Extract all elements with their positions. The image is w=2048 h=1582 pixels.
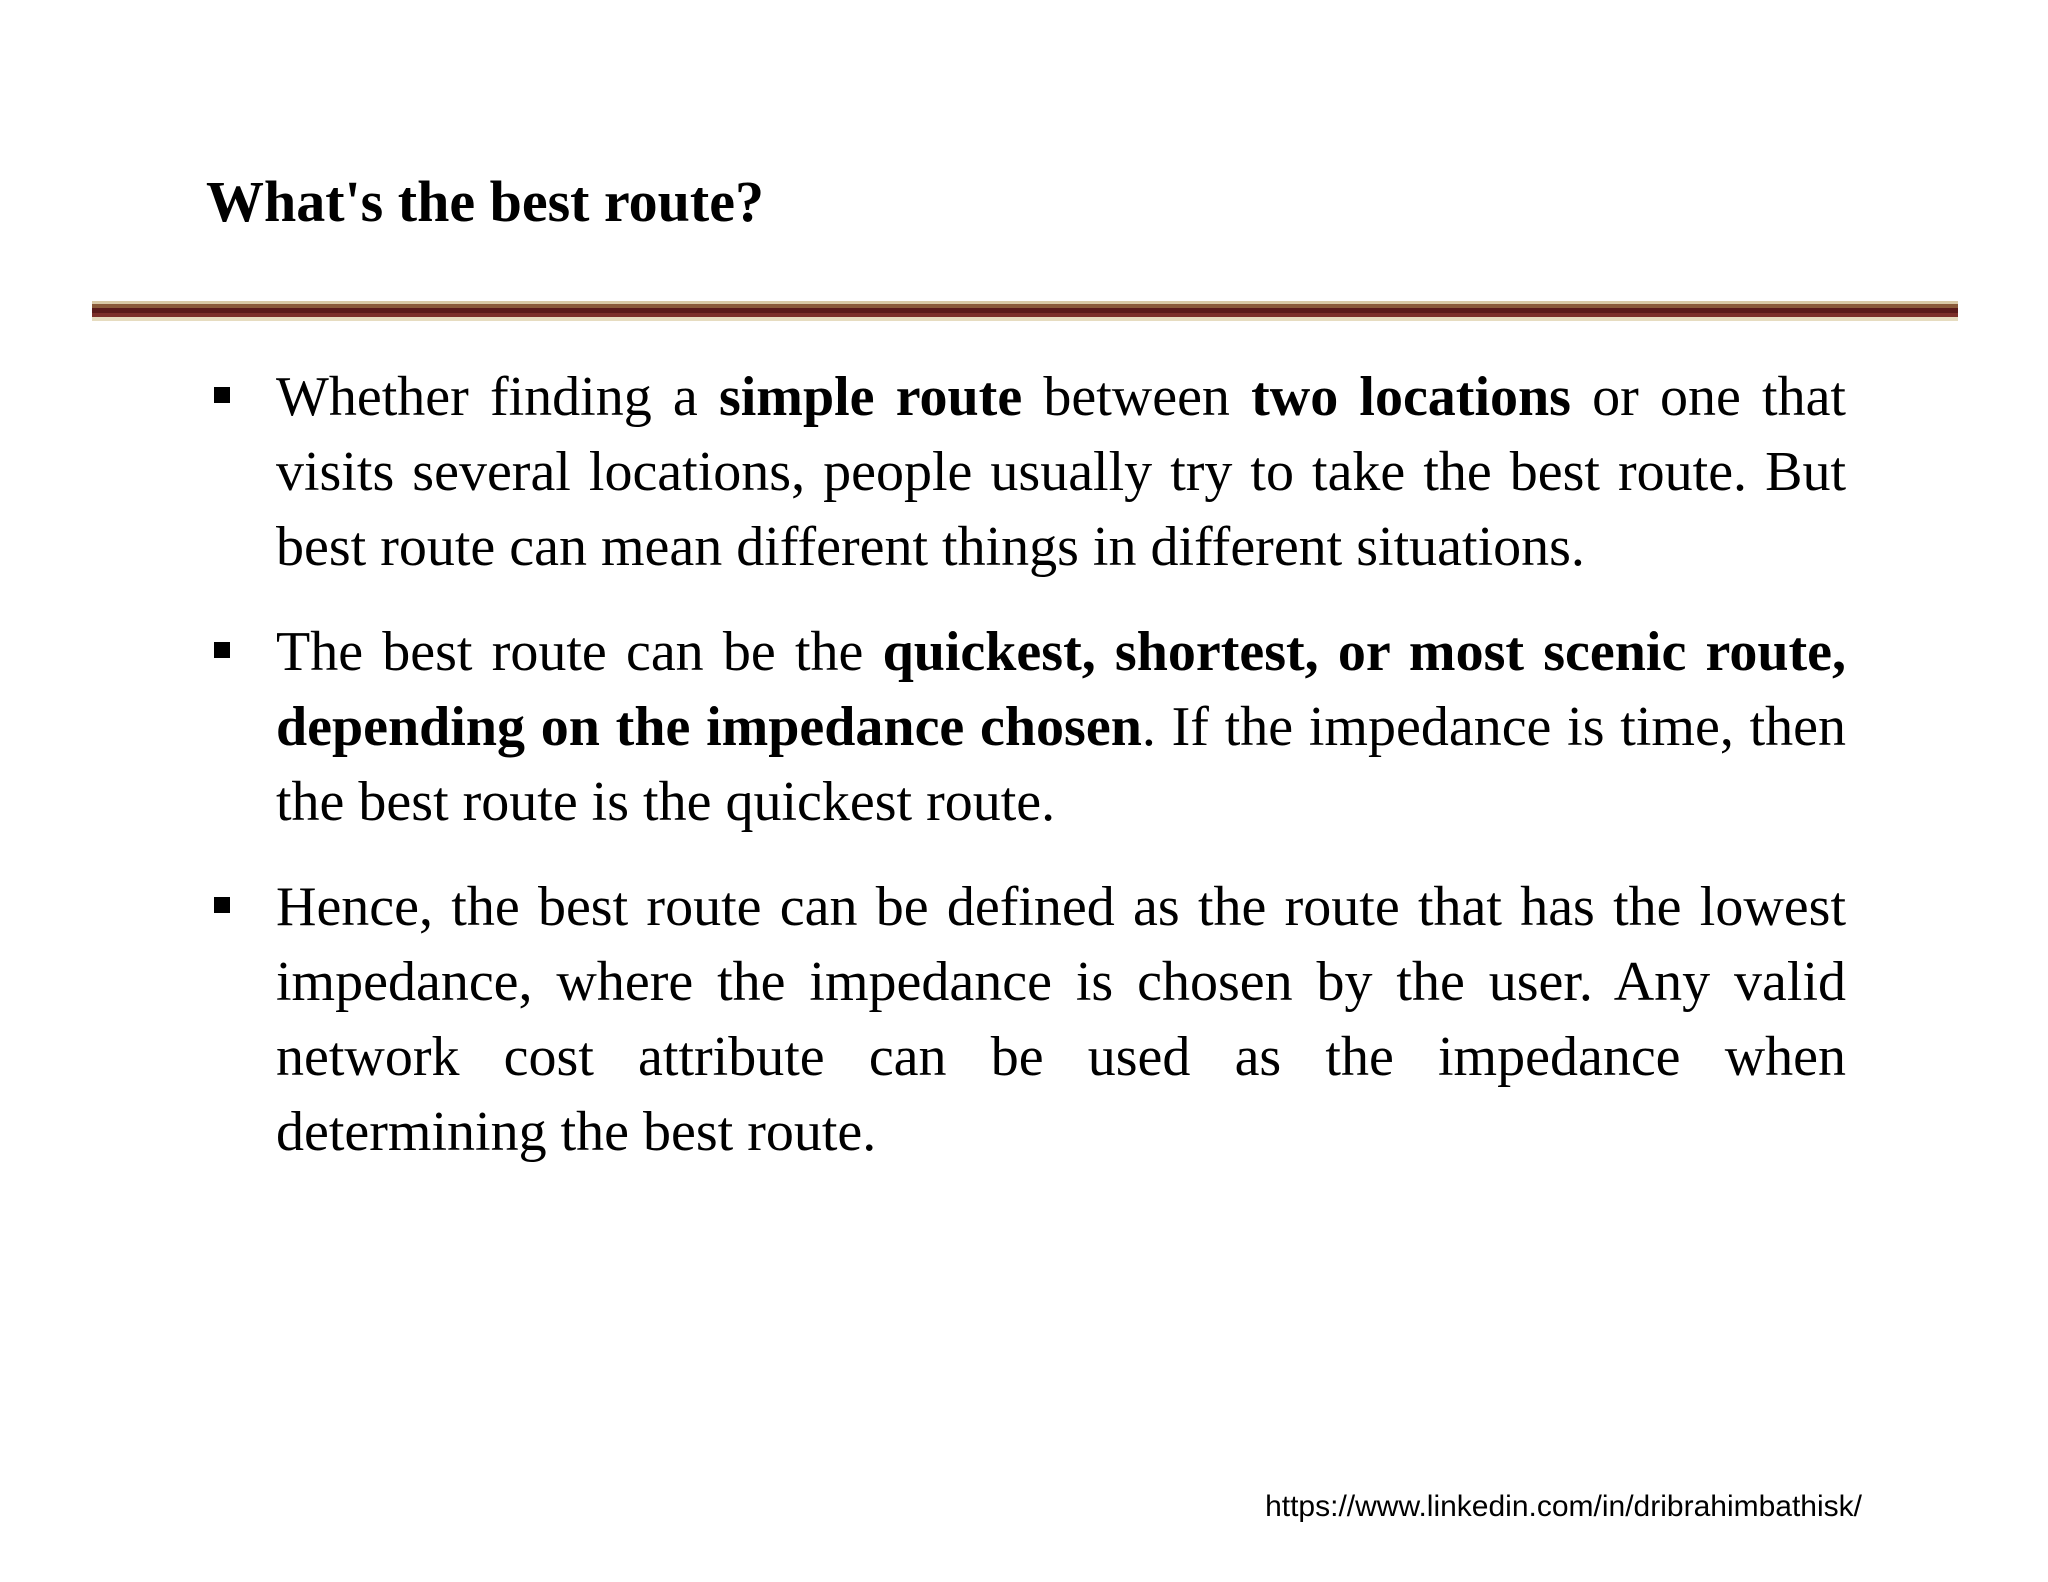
- bullet-bold-text: simple route: [718, 366, 1023, 428]
- bullet-text: or one that visits several locations, people usually try to take the best route. But best route can mean different things in different situations.: [276, 366, 1846, 578]
- square-bullet-icon: [214, 387, 230, 403]
- bullet-text: between: [1022, 366, 1252, 428]
- title-divider: [92, 301, 1958, 321]
- bullet-text: . If the impedance is time, then the best route is the quickest route.: [276, 696, 1846, 833]
- bullet-text: The best route can be the: [276, 621, 883, 683]
- bullet-item: [206, 615, 1846, 840]
- square-bullet-icon: [214, 642, 230, 658]
- bullet-bold-text: two locations: [1251, 366, 1571, 428]
- slide-title: What's the best route?: [206, 169, 764, 234]
- bullet-list: [206, 360, 1846, 1200]
- bullet-item: [206, 360, 1846, 585]
- bullet-bold-text: quickest, shortest, or most scenic route, depending on the impedance chosen: [276, 621, 1847, 758]
- bullet-text: Whether finding a: [276, 366, 719, 428]
- bullet-item: [206, 870, 1846, 1170]
- square-bullet-icon: [214, 897, 230, 913]
- footer-link[interactable]: https://www.linkedin.com/in/dribrahimbathisk/: [1265, 1490, 1862, 1523]
- bullet-text: Hence, the best route can be defined as the route that has the lowest impedance, where the impedance is chosen by the user. Any valid network cost attribute can be used as the impedance when determining the best route.: [276, 876, 1846, 1163]
